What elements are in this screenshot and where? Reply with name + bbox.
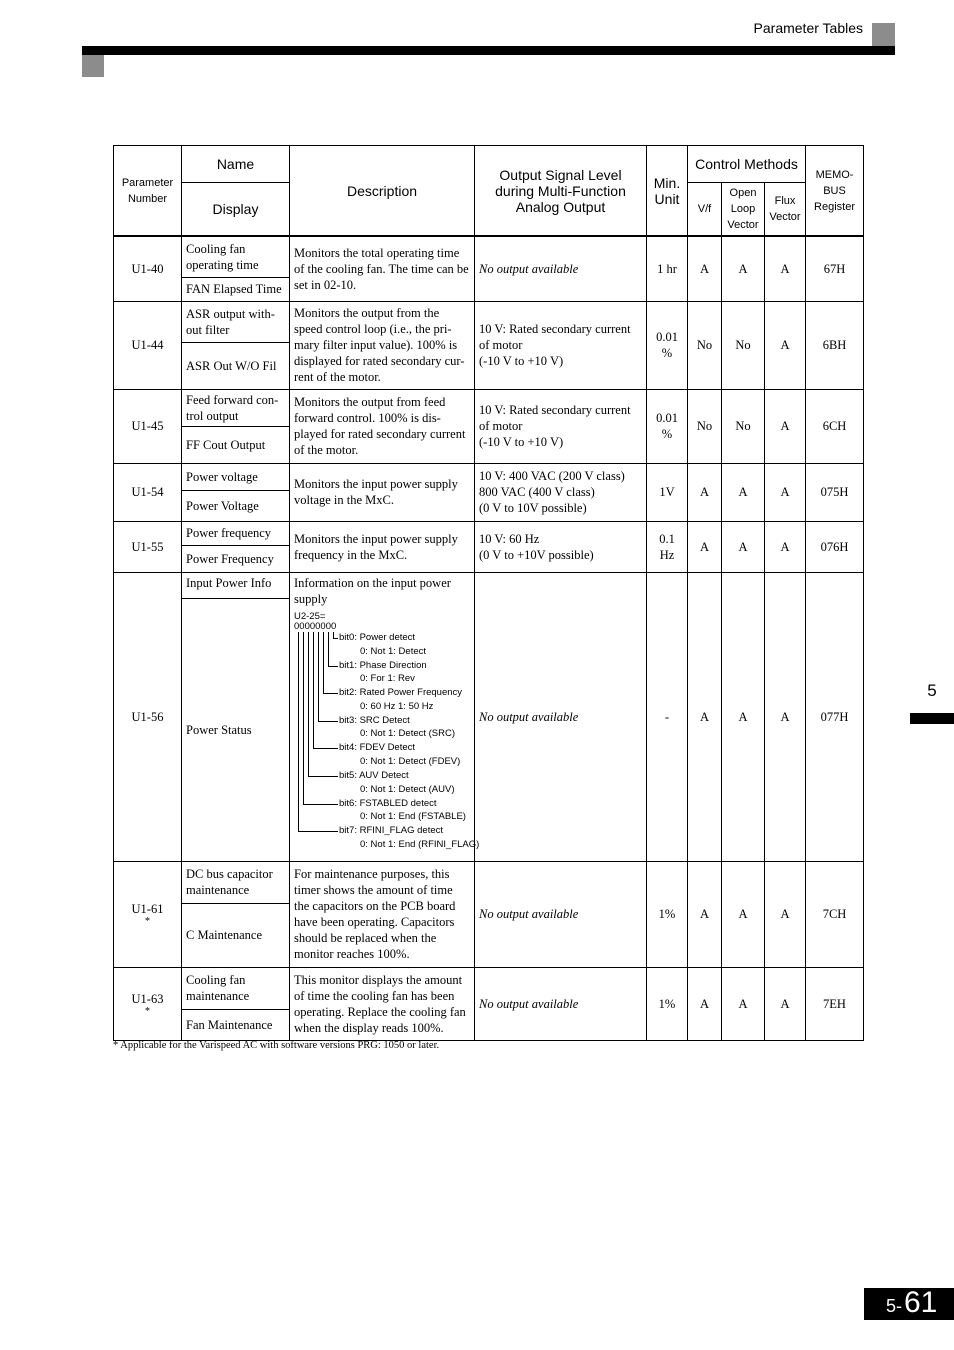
param-display: Fan Maintenance: [182, 1009, 290, 1040]
bit-title: bit7: RFINI_FLAG detect: [339, 824, 444, 836]
header-vf: V/f: [688, 183, 722, 237]
param-register: 6CH: [806, 389, 864, 463]
page-number: 61: [904, 1286, 938, 1319]
bit-values: 0: 60 Hz 1: 50 Hz: [360, 700, 434, 712]
footnote-marker: *: [145, 1005, 150, 1017]
bit1-leader: [328, 632, 329, 666]
param-name: Cooling fan maintenance: [182, 967, 290, 1009]
param-number: U1-61 *: [114, 861, 182, 967]
header-rule: [82, 46, 895, 55]
param-register: 076H: [806, 521, 864, 572]
bit-values: 0: Not 1: Detect (AUV): [360, 783, 455, 795]
bit-title: bit6: FSTABLED detect: [339, 797, 437, 809]
param-register: 7EH: [806, 967, 864, 1040]
param-name: Feed forward con-trol output: [182, 389, 290, 426]
param-name: Power frequency: [182, 521, 290, 545]
param-vf: A: [688, 572, 722, 861]
param-number: U1-63 *: [114, 967, 182, 1040]
bit-diagram: [294, 610, 480, 850]
param-number: U1-56: [114, 572, 182, 861]
header-parameter-number: Parameter Number: [114, 146, 182, 237]
param-unit: 0.1 Hz: [647, 521, 688, 572]
parameter-table: [113, 145, 864, 1041]
param-vf: A: [688, 861, 722, 967]
bit-title: bit0: Power detect: [339, 631, 416, 643]
param-output: 10 V: 400 VAC (200 V class) 800 VAC (400 V class) (0 V to 10V possible): [475, 463, 647, 521]
param-olv: A: [722, 236, 765, 301]
param-output: No output available: [475, 572, 647, 861]
param-unit: -: [647, 572, 688, 861]
bit1-leader-h: [328, 666, 338, 667]
bit-values: 0: Not 1: End (FSTABLE): [360, 810, 466, 822]
param-output: No output available: [475, 861, 647, 967]
param-unit: 1V: [647, 463, 688, 521]
param-number: U1-54: [114, 463, 182, 521]
param-register: 6BH: [806, 301, 864, 389]
param-name: Cooling fan operating time: [182, 236, 290, 277]
chapter-tab-bar: [910, 713, 954, 724]
param-number: U1-40: [114, 236, 182, 301]
param-unit: 0.01 %: [647, 301, 688, 389]
bit-info-title: Information on the input power supply: [294, 575, 451, 606]
param-name: Power voltage: [182, 463, 290, 490]
header-control-methods: Control Methods: [688, 146, 806, 183]
param-unit: 1 hr: [647, 236, 688, 301]
bit6-leader: [303, 632, 304, 804]
header-flux-vector: Flux Vector: [765, 183, 806, 237]
param-vf: A: [688, 967, 722, 1040]
header-memobus-register: MEMO-BUS Register: [806, 146, 864, 237]
bit-label-bits: 00000000: [294, 620, 337, 632]
bit2-leader: [323, 632, 324, 693]
footnote: * Applicable for the Varispeed AC with software versions PRG: 1050 or later.: [113, 1040, 440, 1051]
param-display: ASR Out W/O Fil: [182, 342, 290, 389]
header-description: Description: [290, 146, 475, 237]
param-name: DC bus capacitor maintenance: [182, 861, 290, 903]
param-vf: No: [688, 301, 722, 389]
bit5-leader-h: [308, 776, 338, 777]
bit4-leader: [313, 632, 314, 748]
bit-title: bit1: Phase Direction: [339, 659, 427, 671]
header-marker-left: [82, 55, 104, 77]
param-vf: A: [688, 521, 722, 572]
param-name: ASR output with-out filter: [182, 301, 290, 342]
bit0-leader-h: [333, 638, 338, 639]
header-min-unit: Min. Unit: [647, 146, 688, 237]
param-display: FF Cout Output: [182, 426, 290, 463]
param-display: FAN Elapsed Time: [182, 277, 290, 301]
param-description: Monitors the input power supply voltage in the MxC.: [290, 463, 475, 521]
param-flux: A: [765, 967, 806, 1040]
param-olv: A: [722, 861, 765, 967]
header-name: Name: [182, 146, 290, 183]
param-olv: A: [722, 463, 765, 521]
param-unit: 1%: [647, 861, 688, 967]
bit6-leader-h: [303, 804, 338, 805]
param-register: 67H: [806, 236, 864, 301]
bit-title: bit4: FDEV Detect: [339, 741, 416, 753]
param-olv: A: [722, 521, 765, 572]
param-description: Monitors the output from the speed control loop (i.e., the pri-mary filter input value). 100% is displayed for rated secondary cur-rent of the motor.: [290, 301, 475, 389]
param-number: U1-44: [114, 301, 182, 389]
param-olv: A: [722, 572, 765, 861]
footnote-marker: *: [145, 916, 150, 927]
param-description: Monitors the input power supply frequency in the MxC.: [290, 521, 475, 572]
param-olv: A: [722, 967, 765, 1040]
bit-title: bit5: AUV Detect: [339, 769, 409, 781]
param-display: Power Frequency: [182, 545, 290, 572]
param-number: U1-55: [114, 521, 182, 572]
param-flux: A: [765, 521, 806, 572]
bit3-leader-h: [318, 721, 338, 722]
param-flux: A: [765, 572, 806, 861]
param-vf: A: [688, 236, 722, 301]
page-prefix: 5-: [886, 1296, 903, 1316]
bit-values: 0: Not 1: End (RFINI_FLAG): [360, 838, 480, 850]
param-flux: A: [765, 301, 806, 389]
bit-label-top: U2-25=: [294, 610, 326, 622]
bit-values: 0: Not 1: Detect (SRC): [360, 727, 456, 739]
param-description: Monitors the total operating time of the cooling fan. The time can be set in 02-10.: [290, 236, 475, 301]
bit-title: bit3: SRC Detect: [339, 714, 410, 726]
param-unit: 1%: [647, 967, 688, 1040]
section-title: Parameter Tables: [753, 20, 863, 36]
bit3-leader: [318, 632, 319, 721]
page-number-box: [864, 1288, 954, 1320]
param-description: This monitor displays the amount of time the cooling fan has been operating. Replace the cooling fan when the display reads 100%.: [290, 967, 475, 1040]
bit-values: 0: Not 1: Detect (FDEV): [360, 755, 461, 767]
header-display: Display: [182, 183, 290, 237]
param-output: No output available: [475, 967, 647, 1040]
param-display: Power Status: [182, 598, 290, 861]
param-description: For maintenance purposes, this timer shows the amount of time the capacitors on the PCB board have been operating. Capacitors should be replaced when the monitor reaches 100%.: [290, 861, 475, 967]
bit7-leader: [298, 632, 299, 831]
header-output-signal: Output Signal Level during Multi-Function Analog Output: [475, 146, 647, 237]
param-register: 077H: [806, 572, 864, 861]
param-register: 075H: [806, 463, 864, 521]
param-output: 10 V: Rated secondary current of motor (-10 V to +10 V): [475, 301, 647, 389]
bit4-leader-h: [313, 748, 338, 749]
param-flux: A: [765, 463, 806, 521]
bit7-leader-h: [298, 831, 338, 832]
param-vf: A: [688, 463, 722, 521]
header-marker-right: [872, 23, 895, 46]
param-flux: A: [765, 236, 806, 301]
param-output: 10 V: 60 Hz (0 V to +10V possible): [475, 521, 647, 572]
param-description: Monitors the output from feed forward control. 100% is dis-played for rated secondary current of the motor.: [290, 389, 475, 463]
chapter-tab-number: 5: [927, 681, 937, 700]
param-vf: No: [688, 389, 722, 463]
bit-title: bit2: Rated Power Frequency: [339, 686, 463, 698]
param-display: C Maintenance: [182, 903, 290, 967]
param-register: 7CH: [806, 861, 864, 967]
param-name: Input Power Info: [182, 572, 290, 598]
param-description: [290, 572, 480, 861]
param-output: 10 V: Rated secondary current of motor (-10 V to +10 V): [475, 389, 647, 463]
param-unit: 0.01 %: [647, 389, 688, 463]
bit-values: 0: For 1: Rev: [360, 672, 415, 684]
param-olv: No: [722, 301, 765, 389]
bit2-leader-h: [323, 693, 338, 694]
bit5-leader: [308, 632, 309, 776]
bit-values: 0: Not 1: Detect: [360, 645, 427, 657]
param-display: Power Voltage: [182, 490, 290, 521]
param-flux: A: [765, 389, 806, 463]
param-number: U1-45: [114, 389, 182, 463]
param-flux: A: [765, 861, 806, 967]
param-olv: No: [722, 389, 765, 463]
header-open-loop-vector: Open Loop Vector: [722, 183, 765, 237]
param-output: No output available: [475, 236, 647, 301]
